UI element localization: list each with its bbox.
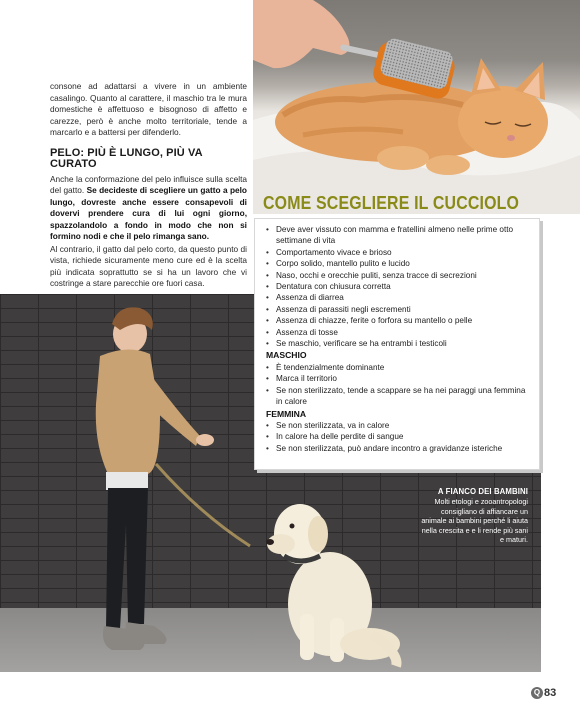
paragraph-1-bold: Se decideste di scegliere un gatto a pelo lungo, dovreste anche essere consapevoli di dovervi prendere cura di lui ogni giorno, spazzolandolo a fondo in modo che non si formino nodi e che il pelo rimanga sano. <box>50 185 247 241</box>
checklist-item: • Assenza di chiazze, ferite o forfora su mantello o pelle <box>266 315 531 326</box>
section-heading: PELO: PIÙ È LUNGO, PIÙ VA CURATO <box>50 146 203 170</box>
checklist-item: • È tendenzialmente dominante <box>266 362 531 373</box>
checklist-item: • Se maschio, verificare se ha entrambi i testicoli <box>266 338 531 349</box>
boy <box>96 307 250 650</box>
checklist-item: • Marca il territorio <box>266 373 531 384</box>
cat-brushing-photo <box>253 0 580 214</box>
checklist-item: • Deve aver vissuto con mamma e fratellini almeno nelle prime otto settimane di vita <box>266 224 531 247</box>
male-heading: MASCHIO <box>266 350 307 361</box>
magazine-logo-icon: Q <box>531 687 543 699</box>
box-title: COME SCEGLIERE IL CUCCIOLO <box>263 192 520 213</box>
general-checklist <box>266 224 531 349</box>
checklist-item: • Dentatura con chiusura corretta <box>266 281 531 292</box>
page-footer <box>531 687 556 699</box>
checklist-item: • Naso, occhi e orecchie puliti, senza tracce di secrezioni <box>266 270 531 281</box>
cat-brushing-illustration <box>253 0 580 214</box>
puppy-checklist-box <box>254 218 540 470</box>
female-checklist <box>266 420 531 454</box>
checklist-item: • Corpo solido, mantello pulito e lucido <box>266 258 531 269</box>
golden-retriever <box>266 504 400 666</box>
article-paragraph-2: Al contrario, il gatto dal pelo corto, da questo punto di vista, richiede sicuramente meno cure ed è la scelta più indicata soprattutto se si ha un lavoro che vi costringe a stare parecchie ore fuori casa. <box>50 243 247 288</box>
caption-title: A FIANCO DEI BAMBINI <box>437 487 528 496</box>
checklist-item: • Comportamento vivace e brioso <box>266 247 531 258</box>
female-heading: FEMMINA <box>266 408 307 419</box>
article-intro: consone ad adattarsi a vivere in un ambiente casalingo. Quanto al carattere, il maschio tra le mura domestiche è affettuoso e bisognoso di affetto e carezze, però è anche molto territoriale, tende a marcarlo e a battersi per difenderlo. <box>50 81 247 137</box>
article-column <box>50 81 247 290</box>
checklist-item: • Se non sterilizzata, va in calore <box>266 420 531 431</box>
photo-caption <box>418 487 528 544</box>
checklist-item: • Assenza di parassiti negli escrementi <box>266 304 531 315</box>
page-number: 83 <box>544 687 557 699</box>
paragraph-1-lead: Anche la conformazione del pelo influisce sulla scelta del gatto. <box>50 173 247 195</box>
caption-text: Molti etologi e zooantropologi consigliano di affiancare un animale ai bambini perché li aiuta nella crescita e e li rende più sani e maturi. <box>421 497 528 545</box>
checklist-item: • Assenza di diarrea <box>266 292 531 303</box>
checklist-item: • Se non sterilizzata, può andare incontro a gravidanze isteriche <box>266 443 531 454</box>
male-checklist <box>266 362 531 408</box>
checklist-item: • Se non sterilizzato, tende a scappare se ha nei paraggi una femmina in calore <box>266 385 531 408</box>
checklist-item: • Assenza di tosse <box>266 327 531 338</box>
hand <box>253 0 349 68</box>
article-paragraph-1 <box>50 174 247 243</box>
cat-head <box>458 86 548 158</box>
checklist-item: • In calore ha delle perdite di sangue <box>266 431 531 442</box>
